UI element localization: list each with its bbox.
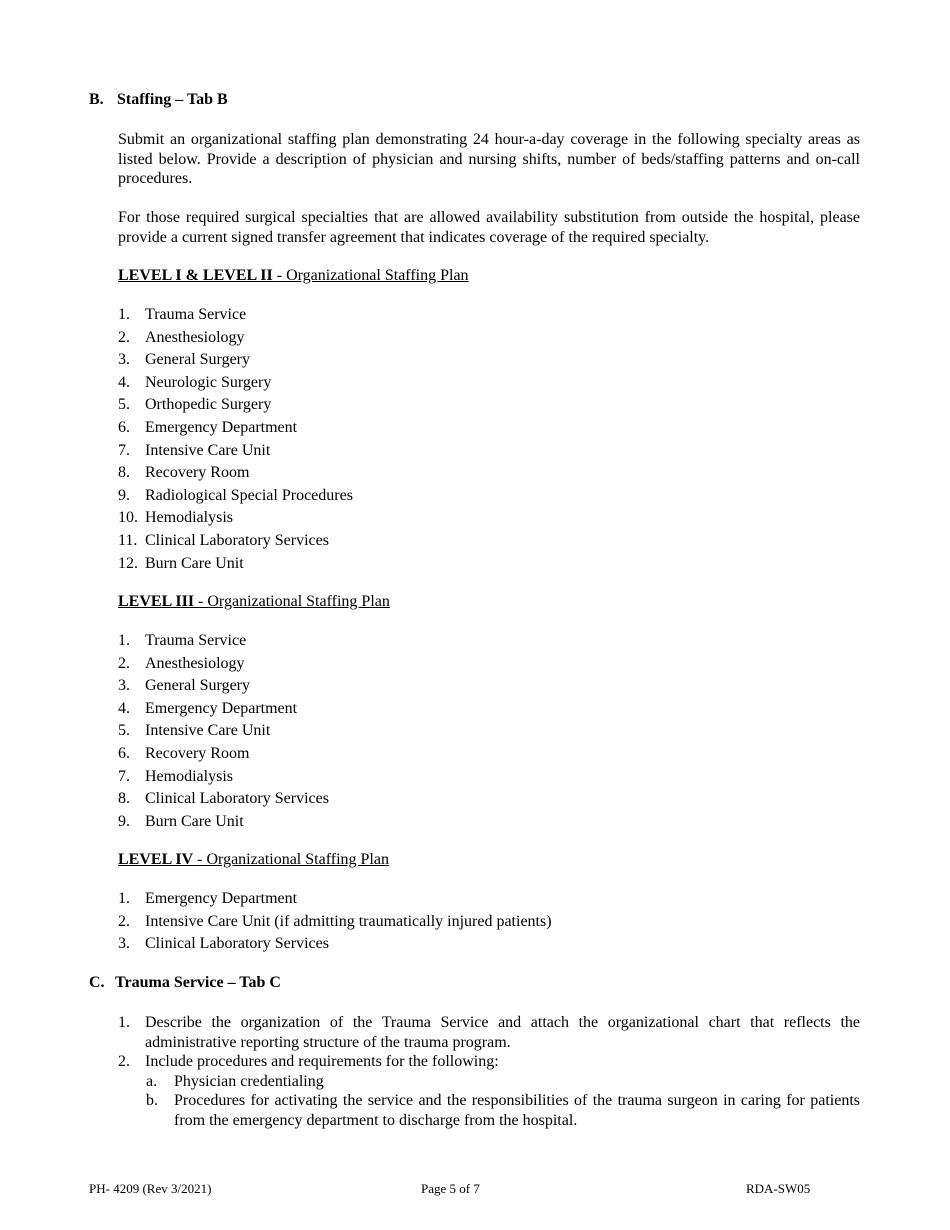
- list-number: 2.: [118, 328, 130, 346]
- list-item: [118, 349, 353, 372]
- list-text: Hemodialysis: [145, 509, 233, 527]
- list-text: Include procedures and requirements for the following:: [145, 1053, 499, 1070]
- level-3-heading-bold: LEVEL III: [118, 593, 195, 610]
- level-3-heading-rest: - Organizational Staffing Plan: [194, 593, 390, 610]
- trauma-service-list: [118, 1013, 860, 1130]
- list-number: 9.: [118, 812, 130, 830]
- level-1-2-list: [118, 304, 353, 575]
- list-text: Radiological Special Procedures: [145, 486, 353, 504]
- transfer-agreement-paragraph: For those required surgical specialties that are allowed availability substitution from outside the hospital, please provide a current signed transfer agreement that indicates coverage of the required specialty.: [118, 209, 860, 246]
- list-item: [118, 1052, 860, 1130]
- list-number: 11.: [118, 531, 138, 549]
- level-4-list: [118, 888, 552, 956]
- list-item: [118, 933, 552, 956]
- list-item: [118, 440, 353, 463]
- level-4-heading: [118, 850, 389, 870]
- section-c-title: Trauma Service – Tab C: [115, 974, 281, 991]
- list-number: 7.: [118, 767, 130, 785]
- sublist-item: [118, 1091, 860, 1130]
- list-number: 6.: [118, 418, 130, 436]
- list-item: [118, 720, 329, 743]
- list-text: General Surgery: [145, 351, 250, 369]
- list-item: [118, 630, 329, 653]
- level-1-2-heading-bold: LEVEL I & LEVEL II: [118, 267, 273, 284]
- list-number: 2.: [118, 1053, 130, 1070]
- list-item: [118, 304, 353, 327]
- sublist-text: Physician credentialing: [174, 1072, 324, 1090]
- list-text: Intensive Care Unit: [145, 722, 271, 740]
- list-text: Clinical Laboratory Services: [145, 935, 329, 953]
- list-number: 10.: [118, 509, 138, 527]
- list-item: [118, 911, 552, 934]
- section-b-heading: [89, 90, 228, 110]
- list-text: Intensive Care Unit: [145, 441, 271, 459]
- list-text: Intensive Care Unit (if admitting traumatically injured patients): [145, 912, 552, 930]
- list-text: Burn Care Unit: [145, 812, 244, 830]
- section-c-label: C.: [89, 974, 105, 991]
- section-b-label: B.: [89, 91, 104, 108]
- list-number: 7.: [118, 441, 130, 459]
- list-text: Describe the organization of the Trauma Service and attach the organizational chart that reflects the administrative reporting structure of the trauma program.: [145, 1014, 860, 1051]
- sublist-letter: b.: [146, 1092, 158, 1109]
- list-number: 4.: [118, 699, 130, 717]
- footer-form-number: PH- 4209 (Rev 3/2021): [89, 1181, 212, 1196]
- list-number: 4.: [118, 373, 130, 391]
- list-number: 2.: [118, 912, 130, 930]
- list-item: [118, 888, 552, 911]
- list-number: 1.: [118, 632, 130, 649]
- list-text: Burn Care Unit: [145, 554, 244, 572]
- list-number: 1.: [118, 890, 130, 907]
- list-number: 6.: [118, 744, 130, 762]
- list-number: 12.: [118, 554, 138, 572]
- list-text: Emergency Department: [145, 699, 298, 717]
- sublist-item: [118, 1072, 860, 1092]
- procedures-sublist: [118, 1072, 860, 1131]
- list-number: 8.: [118, 464, 130, 482]
- sublist-text: Procedures for activating the service and the responsibilities of the trauma surgeon in caring for patients from the emergency department to discharge from the hospital.: [174, 1092, 860, 1129]
- list-item: [118, 811, 329, 834]
- list-item: [118, 675, 329, 698]
- list-text: General Surgery: [145, 677, 250, 695]
- list-number: 1.: [118, 306, 130, 323]
- list-item: [118, 417, 353, 440]
- list-text: Anesthesiology: [145, 654, 245, 672]
- list-text: Recovery Room: [145, 744, 250, 762]
- footer-page-number: Page 5 of 7: [421, 1181, 480, 1196]
- list-item: [118, 1013, 860, 1052]
- list-number: 8.: [118, 790, 130, 808]
- list-number: 1.: [118, 1014, 130, 1031]
- list-item: [118, 766, 329, 789]
- level-4-heading-bold: LEVEL IV: [118, 851, 194, 868]
- list-item: [118, 698, 329, 721]
- list-text: Emergency Department: [145, 890, 298, 907]
- list-item: [118, 485, 353, 508]
- list-number: 9.: [118, 486, 130, 504]
- list-item: [118, 327, 353, 350]
- list-number: 3.: [118, 677, 130, 695]
- list-number: 3.: [118, 935, 130, 953]
- list-number: 5.: [118, 396, 130, 414]
- list-item: [118, 530, 353, 553]
- sublist-letter: a.: [146, 1072, 158, 1090]
- list-text: Recovery Room: [145, 464, 250, 482]
- list-item: [118, 372, 353, 395]
- list-item: [118, 653, 329, 676]
- list-text: Clinical Laboratory Services: [145, 531, 329, 549]
- list-item: [118, 743, 329, 766]
- section-c-heading: [89, 973, 281, 993]
- level-1-2-heading-rest: - Organizational Staffing Plan: [272, 267, 469, 284]
- list-number: 5.: [118, 722, 130, 740]
- level-3-list: [118, 630, 329, 833]
- list-item: [118, 462, 353, 485]
- list-text: Hemodialysis: [145, 767, 233, 785]
- list-text: Clinical Laboratory Services: [145, 790, 329, 808]
- list-text: Anesthesiology: [145, 328, 245, 346]
- list-text: Trauma Service: [145, 632, 247, 649]
- list-number: 3.: [118, 351, 130, 369]
- staffing-instructions-paragraph: Submit an organizational staffing plan demonstrating 24 hour-a-day coverage in the following specialty areas as listed below. Provide a description of physician and nursing shifts, number of beds/staffing patterns and on-call procedures.: [118, 131, 860, 187]
- list-text: Trauma Service: [145, 306, 247, 323]
- level-4-heading-rest: - Organizational Staffing Plan: [193, 851, 389, 868]
- list-text: Neurologic Surgery: [145, 373, 272, 391]
- footer-code: RDA-SW05: [746, 1181, 811, 1196]
- list-text: Emergency Department: [145, 418, 298, 436]
- list-text: Orthopedic Surgery: [145, 396, 272, 414]
- list-item: [118, 553, 353, 576]
- list-item: [118, 788, 329, 811]
- list-number: 2.: [118, 654, 130, 672]
- list-item: [118, 507, 353, 530]
- level-3-heading: [118, 592, 390, 612]
- list-item: [118, 394, 353, 417]
- level-1-2-heading: [118, 266, 469, 286]
- section-b-title: Staffing – Tab B: [117, 91, 228, 108]
